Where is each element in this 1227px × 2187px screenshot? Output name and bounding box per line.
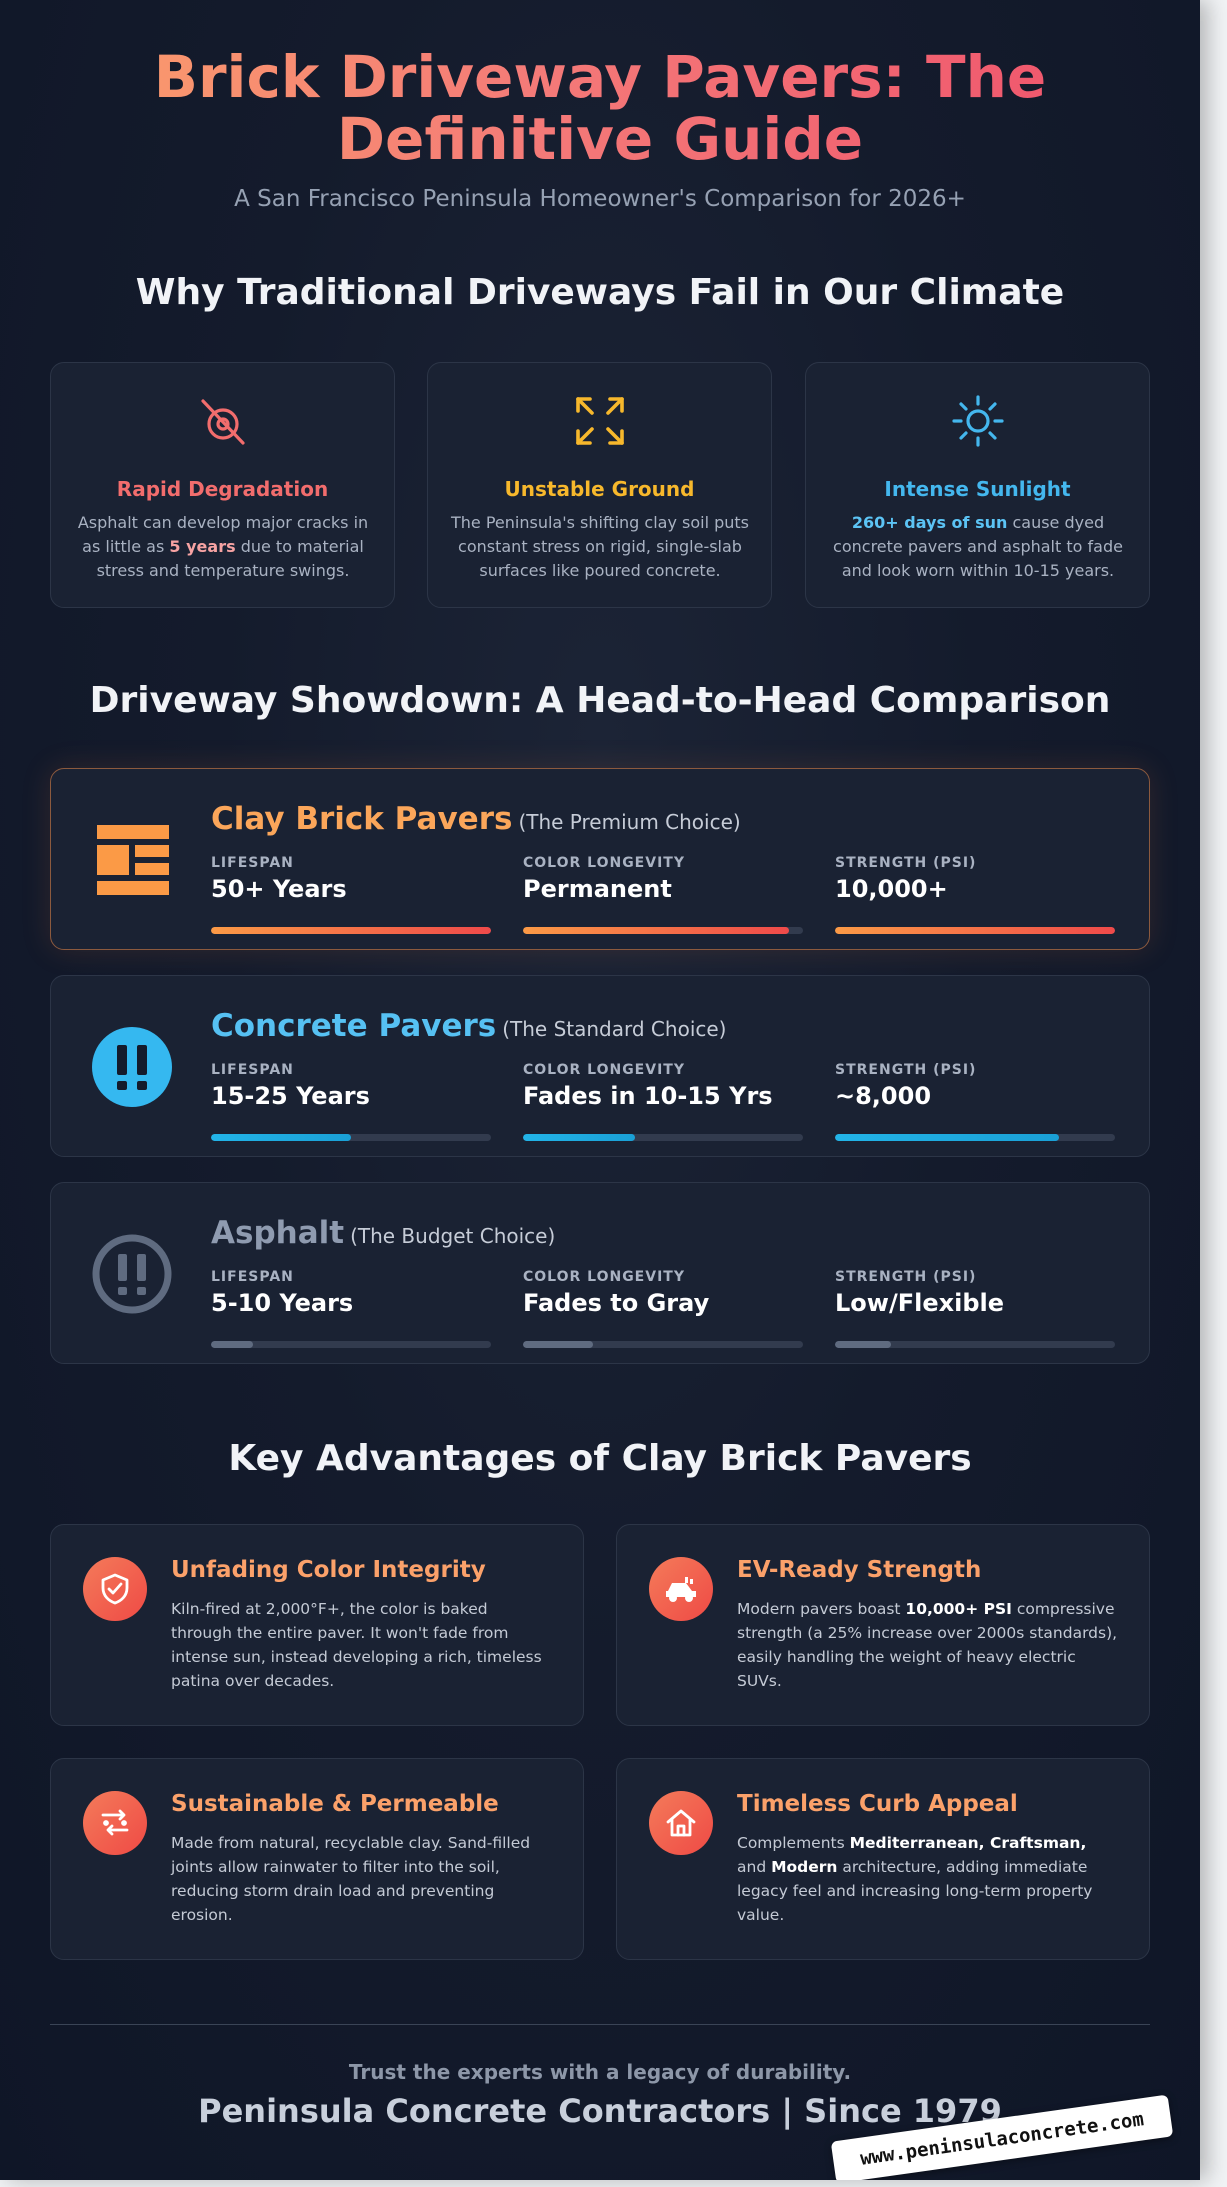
home-icon (649, 1791, 713, 1855)
car-icon (649, 1557, 713, 1621)
footer-brand: Peninsula Concrete Contractors | Since 1979 (198, 2092, 1002, 2130)
climate-card-degradation (50, 362, 395, 608)
eye-slash-icon (51, 391, 394, 451)
warning-outline-icon (91, 1233, 173, 1315)
progress-bar (211, 1341, 491, 1348)
stat-lifespan: LIFESPAN 15-25 Years (211, 1062, 491, 1110)
stat-color-longevity: COLOR LONGEVITY Fades in 10-15 Yrs (523, 1062, 803, 1110)
advantage-title: Unfading Color Integrity (171, 1557, 486, 1583)
comparison-row-asphalt (50, 1182, 1150, 1364)
advantage-title: EV-Ready Strength (737, 1557, 982, 1583)
advantage-card-color (50, 1524, 584, 1726)
stat-lifespan: LIFESPAN 50+ Years (211, 855, 491, 903)
advantage-card-curb-appeal (616, 1758, 1150, 1960)
comparison-row-name: Asphalt (The Budget Choice) (211, 1215, 556, 1251)
comparison-row-name: Clay Brick Pavers (The Premium Choice) (211, 801, 741, 837)
advantages-section-title: Key Advantages of Clay Brick Pavers (228, 1438, 972, 1479)
climate-card-ground (427, 362, 772, 608)
page-subtitle: A San Francisco Peninsula Homeowner's Comparison for 2026+ (234, 186, 966, 212)
comparison-row-concrete (50, 975, 1150, 1157)
shield-check-icon (83, 1557, 147, 1621)
progress-bar (211, 1134, 491, 1141)
progress-bar (211, 927, 491, 934)
footer-trust-text: Trust the experts with a legacy of durability. (348, 2060, 852, 2084)
climate-section-title: Why Traditional Driveways Fail in Our Climate (135, 272, 1065, 313)
climate-card-desc: Asphalt can develop major cracks in as little as 5 years due to material stress and temperature swings. (77, 513, 369, 580)
stat-lifespan: LIFESPAN 5-10 Years (211, 1269, 491, 1317)
stat-strength: STRENGTH (PSI) Low/Flexible (835, 1269, 1115, 1317)
comparison-section-title: Driveway Showdown: A Head-to-Head Comparison (89, 680, 1111, 721)
progress-bar (835, 927, 1115, 934)
progress-bar (523, 927, 803, 934)
stat-strength: STRENGTH (PSI) 10,000+ (835, 855, 1115, 903)
advantage-card-strength (616, 1524, 1150, 1726)
stat-strength: STRENGTH (PSI) ~8,000 (835, 1062, 1115, 1110)
warning-icon (91, 1026, 173, 1108)
website-link[interactable]: www.peninsulaconcrete.com (831, 2095, 1174, 2180)
advantage-title: Timeless Curb Appeal (737, 1791, 1018, 1817)
progress-bar (523, 1134, 803, 1141)
climate-card-title: Intense Sunlight (884, 477, 1071, 501)
footer-divider (50, 2024, 1150, 2025)
progress-bar (523, 1341, 803, 1348)
climate-card-desc: 260+ days of sun cause dyed concrete pavers and asphalt to fade and look worn within 10-15 years. (833, 513, 1123, 580)
comparison-row-clay-brick (50, 768, 1150, 950)
climate-card-title: Unstable Ground (504, 477, 695, 501)
climate-card-sunlight (805, 362, 1150, 608)
advantage-card-sustainable (50, 1758, 584, 1960)
comparison-row-name: Concrete Pavers (The Standard Choice) (211, 1008, 727, 1044)
advantage-desc: Made from natural, recyclable clay. Sand-filled joints allow rainwater to filter into the soil, reducing storm drain load and preventing erosion. (171, 1834, 531, 1924)
brick-icon (91, 819, 173, 901)
sun-icon (806, 391, 1149, 451)
climate-card-title: Rapid Degradation (116, 477, 329, 501)
expand-arrows-icon (428, 391, 771, 451)
recycle-icon (83, 1791, 147, 1855)
advantage-desc: Kiln-fired at 2,000°F+, the color is baked through the entire paver. It won't fade from intense sun, instead developing a rich, timeless patina over decades. (171, 1600, 542, 1690)
progress-bar (835, 1134, 1115, 1141)
stat-color-longevity: COLOR LONGEVITY Fades to Gray (523, 1269, 803, 1317)
advantage-desc: Complements Mediterranean, Craftsman, and Modern architecture, adding immediate legacy feel and increasing long-term property value. (737, 1834, 1093, 1924)
advantage-title: Sustainable & Permeable (171, 1791, 499, 1817)
stat-color-longevity: COLOR LONGEVITY Permanent (523, 855, 803, 903)
advantage-desc: Modern pavers boast 10,000+ PSI compressive strength (a 25% increase over 2000s standards), easily handling the weight of heavy electric SUVs. (737, 1600, 1118, 1690)
progress-bar (835, 1341, 1115, 1348)
climate-card-desc: The Peninsula's shifting clay soil puts constant stress on rigid, single-slab surfaces like poured concrete. (450, 513, 750, 580)
page-title: Brick Driveway Pavers: The Definitive Guide (0, 46, 1200, 170)
